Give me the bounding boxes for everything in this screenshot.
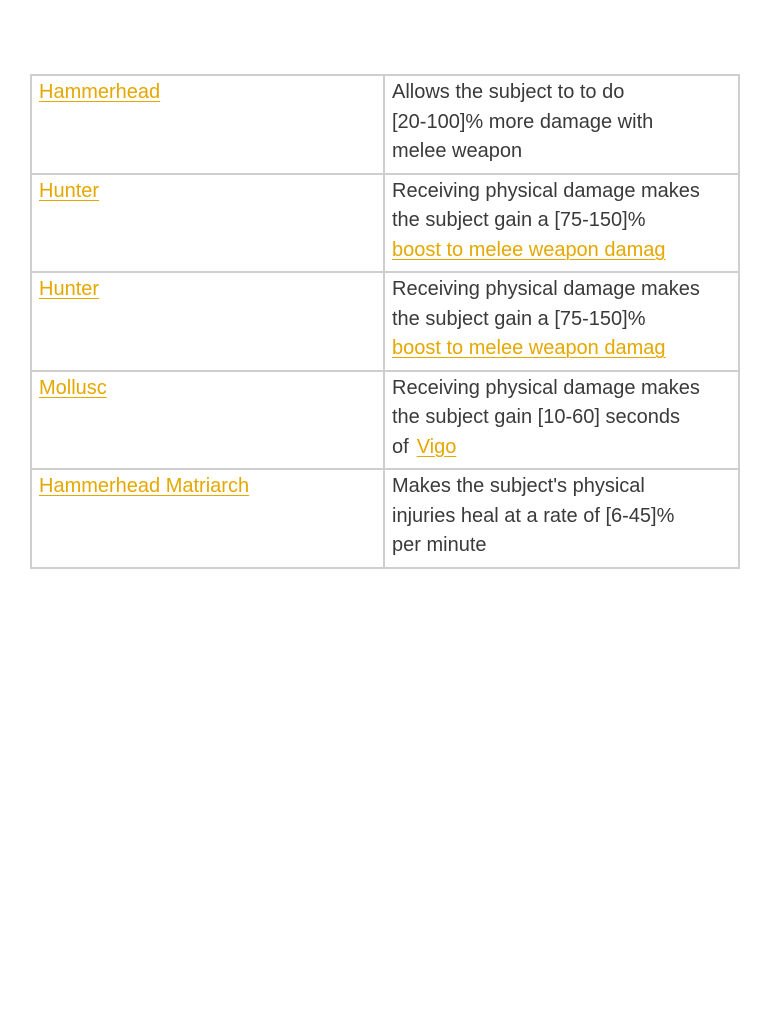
description-cell [384,75,739,174]
name-cell [31,75,384,174]
description-cell [384,272,739,371]
description-prefix: of [392,435,409,458]
description-line: Receiving physical damage makes [392,376,700,399]
description-line: melee weapon [392,140,523,162]
description-line: injuries heal at a rate of [6-45]% [392,504,675,527]
description-line: the subject gain a [75-150]% [392,209,646,231]
mollusc-link[interactable]: Mollusc [39,376,107,399]
description-line: the subject gain [10-60] seconds [392,406,680,428]
description-line: [20-100]% more damage with [392,110,654,133]
description-line: Allows the subject to to do [392,81,625,103]
modifier-table [30,74,740,569]
name-cell [31,469,384,568]
description-link-line [392,334,731,364]
melee-damage-boost-link[interactable]: boost to melee weapon damag [392,337,666,359]
description-line: Receiving physical damage makes [392,179,700,202]
description-line: the subject gain a [75-150]% [392,307,646,330]
hunter-link[interactable]: Hunter [39,278,100,300]
table-row [31,75,739,174]
name-cell [31,174,384,273]
table-row [31,174,739,273]
description-cell [384,174,739,273]
description-cell [384,371,739,470]
hammerhead-link[interactable]: Hammerhead [39,81,161,103]
description-link-line [392,236,731,266]
description-cell [384,469,739,568]
table-row [31,469,739,568]
vigo-link[interactable]: Vigo [416,435,457,458]
table-row [31,272,739,371]
name-cell [31,371,384,470]
hunter-link[interactable]: Hunter [39,179,100,202]
description-line: per minute [392,534,487,556]
description-line: Receiving physical damage makes [392,278,700,300]
name-cell [31,272,384,371]
melee-damage-boost-link[interactable]: boost to melee weapon damag [392,238,666,261]
hammerhead-matriarch-link[interactable]: Hammerhead Matriarch [39,475,250,497]
table-row [31,371,739,470]
description-link-line [392,433,731,463]
description-line: Makes the subject's physical [392,475,645,497]
